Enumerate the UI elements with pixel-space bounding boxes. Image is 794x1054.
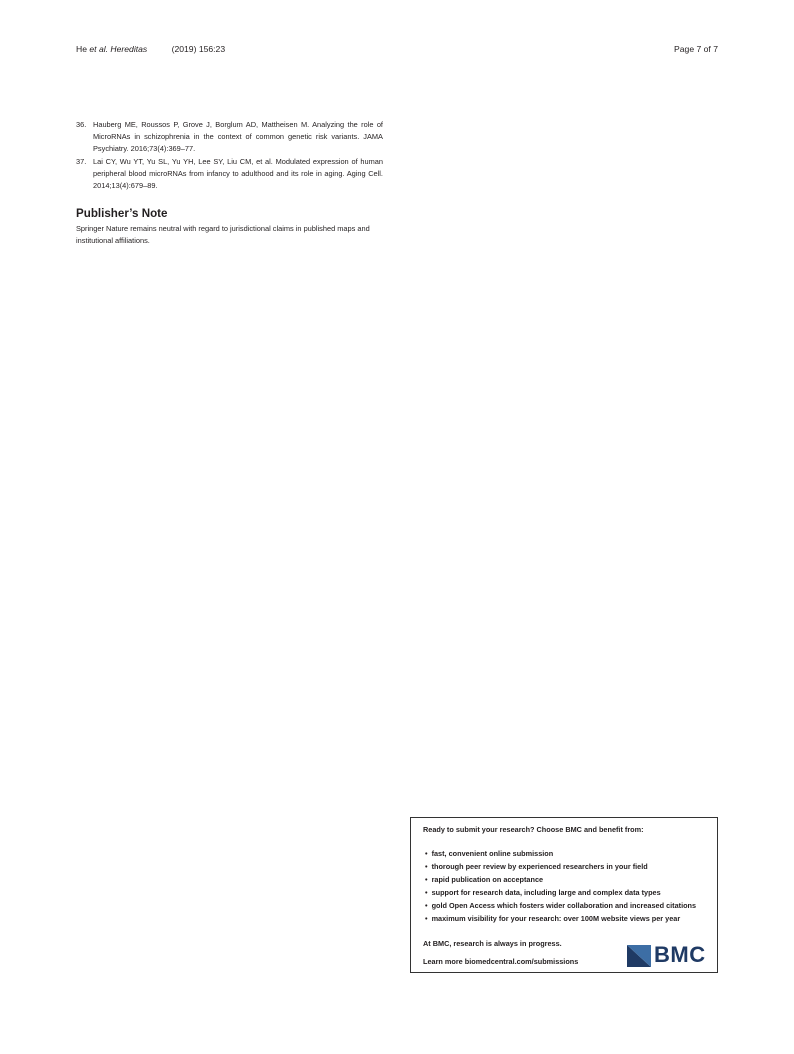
page-header <box>76 44 718 56</box>
bmc-benefit-text: fast, convenient online submission <box>431 849 554 858</box>
running-head-journal: et al. Hereditas <box>89 44 148 54</box>
bullet-icon: • <box>425 849 428 858</box>
reference-item <box>76 119 383 156</box>
bmc-benefit-text: rapid publication on acceptance <box>431 875 544 885</box>
bmc-heading: Ready to submit your research? Choose BMC and benefit from: <box>423 825 644 834</box>
running-head-citation: (2019) 156:23 <box>171 44 226 54</box>
reference-text: Hauberg ME, Roussos P, Grove J, Borglum AD, Mattheisen M. Analyzing the role of MicroRNAs in schizophrenia in the context of common genetic risk variants. JAMA Psychiatry. 2016;73(4):369–77. <box>93 120 383 154</box>
reference-number: 36. <box>76 120 87 129</box>
bmc-learn-more-link[interactable]: Learn more biomedcentral.com/submissions <box>423 957 579 966</box>
bmc-benefit-text: maximum visibility for your research: over 100M website views per year <box>431 914 681 924</box>
list-item <box>425 886 696 899</box>
bmc-benefit-text: gold Open Access which fosters wider collaboration and increased citations <box>431 901 697 911</box>
bmc-logo <box>627 942 711 969</box>
list-item <box>425 873 696 886</box>
reference-item <box>76 156 383 193</box>
page-number: Page 7 of 7 <box>674 44 718 54</box>
bullet-icon: • <box>425 888 428 898</box>
reference-text: Lai CY, Wu YT, Yu SL, Yu YH, Lee SY, Liu CM, et al. Modulated expression of human peripheral blood microRNAs from infancy to adulthood and its role in aging. Aging Cell. 2014;13(4):679–89. <box>93 156 383 191</box>
bullet-icon: • <box>425 862 428 872</box>
bmc-benefit-text: support for research data, including large and complex data types <box>431 888 661 898</box>
publishers-note-title: Publisher’s Note <box>76 207 168 220</box>
running-head-author: He <box>76 44 87 54</box>
bmc-benefit-text: thorough peer review by experienced researchers in your field <box>431 862 648 872</box>
list-item <box>425 847 696 860</box>
list-item <box>425 912 696 925</box>
bmc-progress-text: At BMC, research is always in progress. <box>423 939 562 948</box>
bullet-icon: • <box>425 914 428 924</box>
list-item <box>425 899 696 912</box>
publishers-note-text: Springer Nature remains neutral with regard to jurisdictional claims in published maps and institutional affiliations. <box>76 224 370 245</box>
reference-list <box>76 119 383 192</box>
reference-number: 37. <box>76 156 87 166</box>
list-item <box>425 860 696 873</box>
bmc-submission-box <box>410 817 718 973</box>
running-head <box>76 44 225 54</box>
bullet-icon: • <box>425 875 428 885</box>
bmc-logo-icon <box>627 945 651 967</box>
bullet-icon: • <box>425 901 428 911</box>
bmc-logo-text: BMC <box>654 942 706 967</box>
bmc-benefits-list <box>425 847 696 926</box>
